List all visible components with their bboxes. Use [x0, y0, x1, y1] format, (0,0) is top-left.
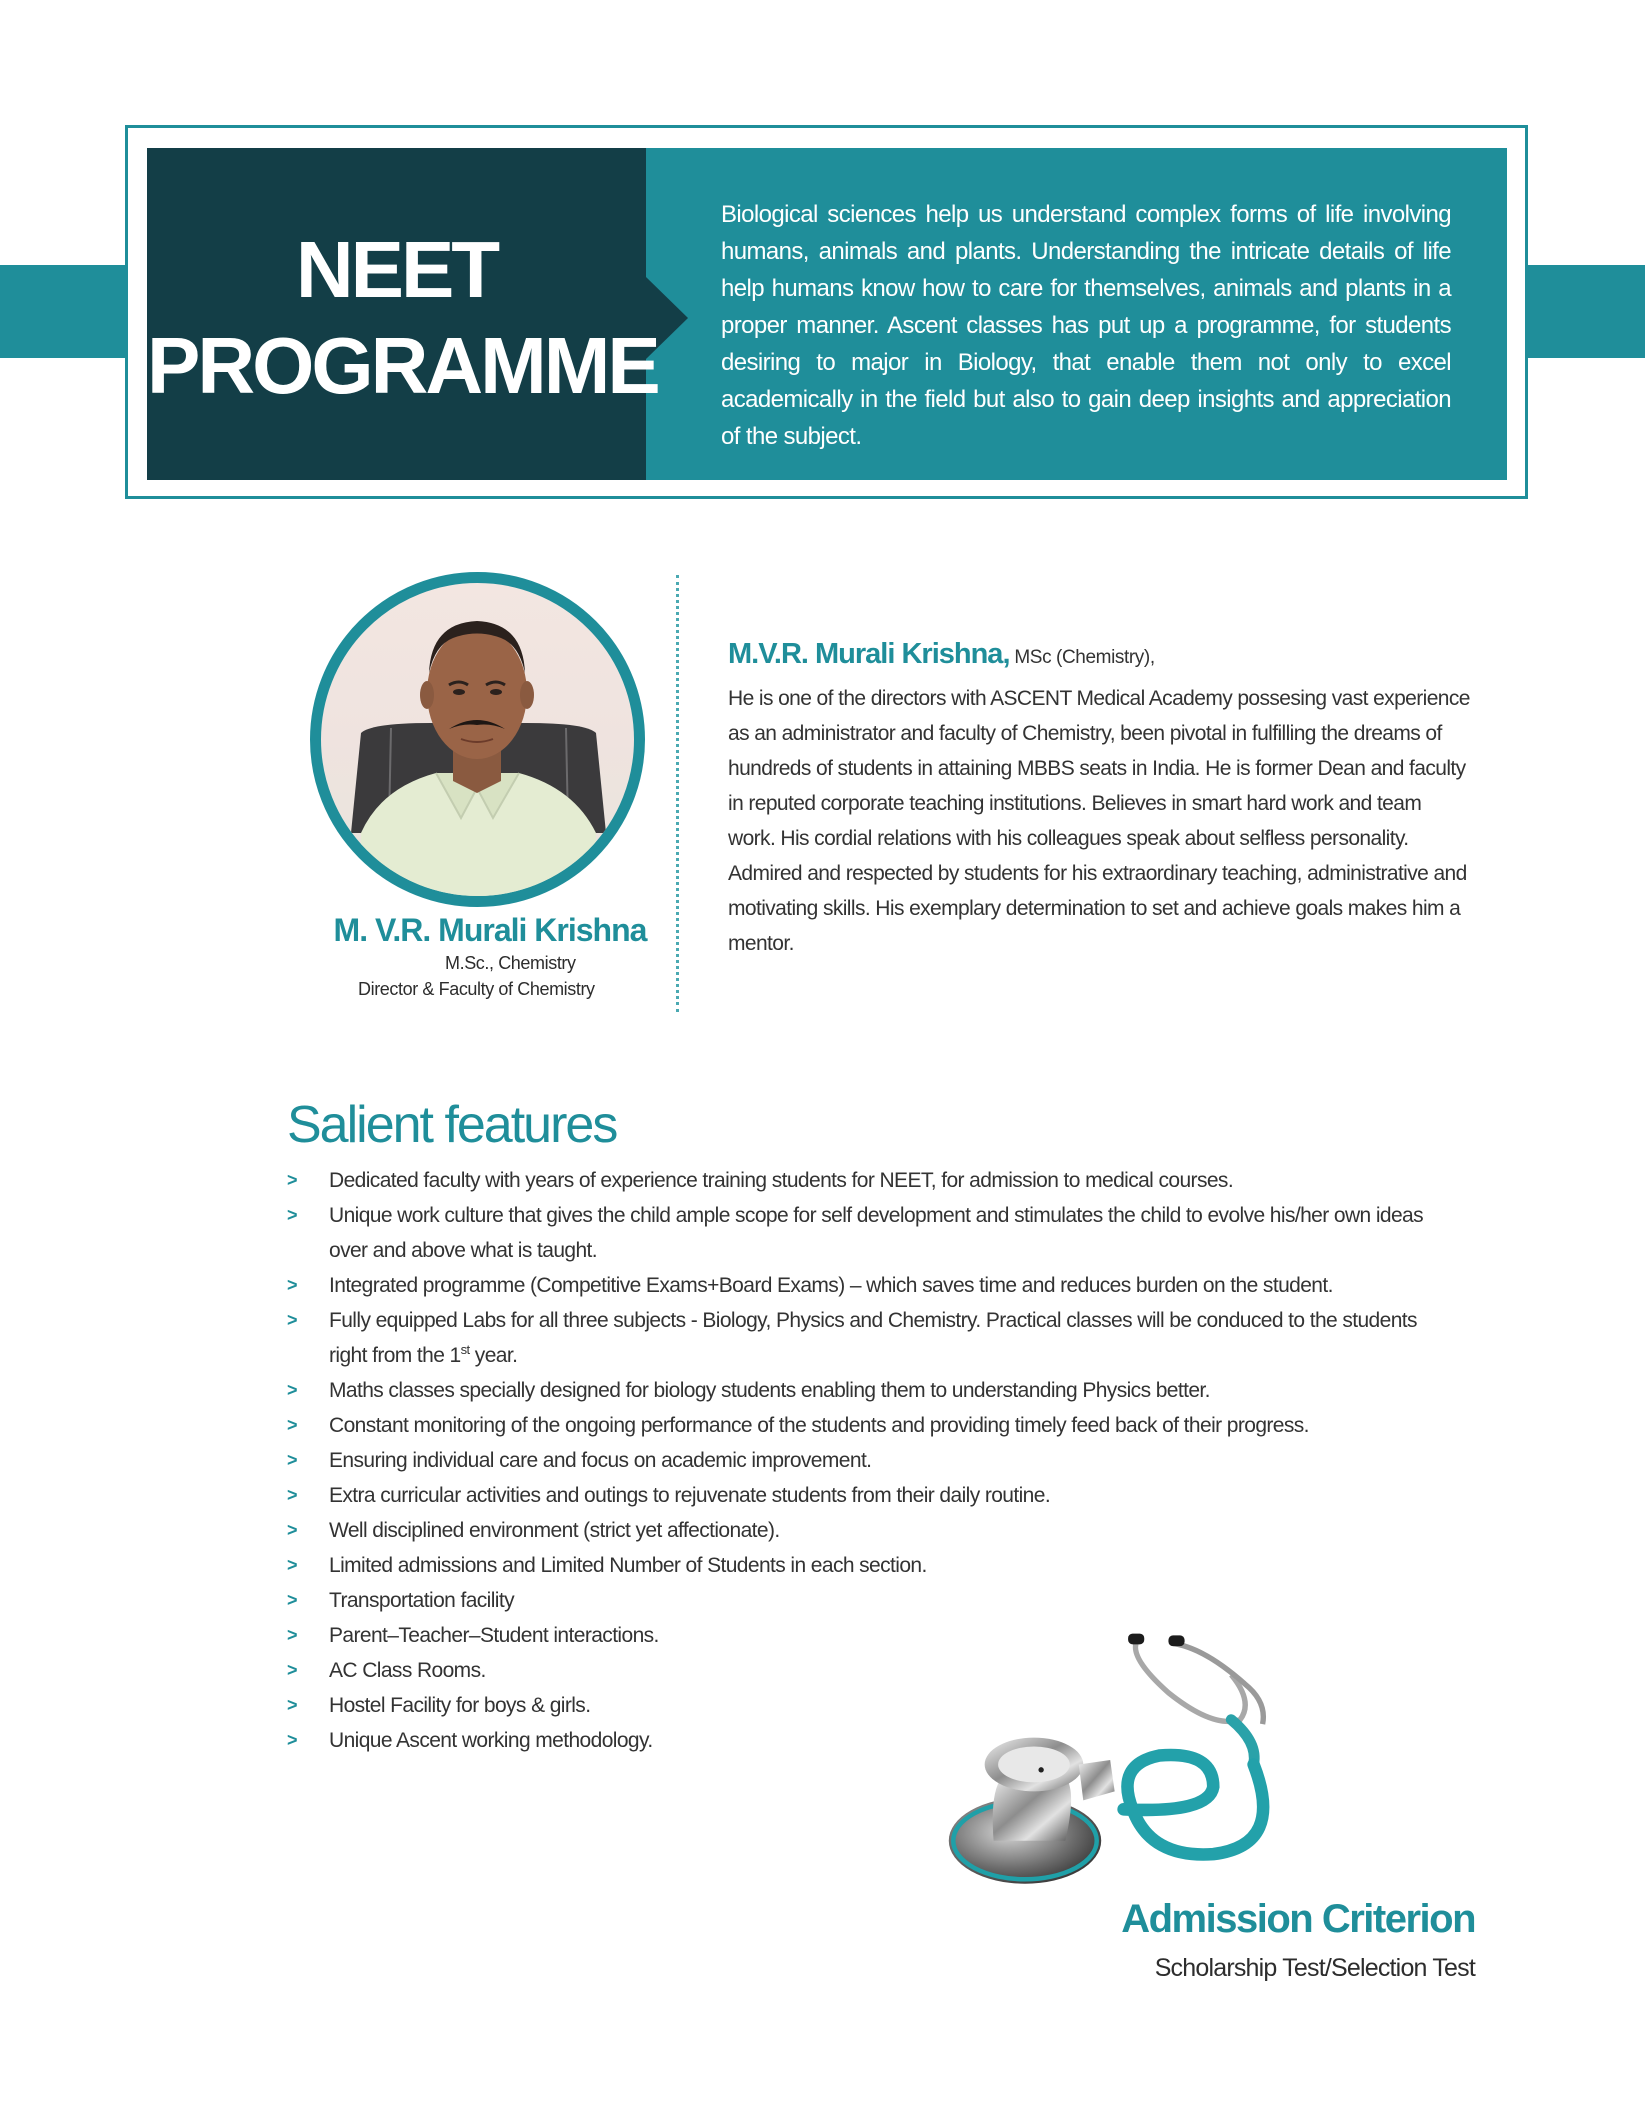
feature-text-tail: year.	[469, 1344, 518, 1367]
faculty-photo	[310, 572, 645, 907]
chevron-right-icon: >	[287, 1380, 297, 1400]
feature-item	[287, 1548, 1447, 1583]
chevron-right-icon: >	[287, 1520, 297, 1540]
feature-item	[287, 1163, 1447, 1198]
chevron-right-icon: >	[287, 1695, 297, 1715]
page-title-line-2: PROGRAMME	[147, 321, 658, 410]
feature-item	[287, 1373, 1447, 1408]
chevron-right-icon: >	[287, 1170, 297, 1190]
chevron-right-icon: >	[287, 1275, 297, 1295]
feature-text: Dedicated faculty with years of experience training students for NEET, for admission to medical courses.	[329, 1169, 1234, 1192]
feature-text: Maths classes specially designed for biology students enabling them to understanding Physics better.	[329, 1379, 1210, 1402]
chevron-right-icon: >	[287, 1590, 297, 1610]
programme-description: Biological sciences help us understand complex forms of life involving humans, animals and plants. Understanding the intricate details of life help humans know how to care for themselves, animals and plants in a proper manner. Ascent classes has put up a programme, for students desiring to major in Biology, that enable them not only to excel academically in the field but also to gain deep insights and appreciation of the subject.	[721, 201, 1451, 450]
feature-text: Well disciplined environment (strict yet affectionate).	[329, 1519, 780, 1542]
chevron-right-icon: >	[287, 1310, 297, 1330]
feature-text: Fully equipped Labs for all three subjects - Biology, Physics and Chemistry. Practical classes will be conduced to the students right from the 1	[329, 1309, 1417, 1367]
feature-item	[287, 1198, 1447, 1268]
chevron-right-icon: >	[287, 1415, 297, 1435]
feature-item	[287, 1443, 1447, 1478]
feature-text: Transportation facility	[329, 1589, 515, 1612]
faculty-qualification: M.Sc., Chemistry	[445, 953, 576, 973]
page-title-line-1: NEET	[295, 225, 498, 314]
chevron-right-icon: >	[287, 1625, 297, 1645]
chevron-right-icon: >	[287, 1450, 297, 1470]
chevron-right-icon: >	[287, 1555, 297, 1575]
faculty-caption	[300, 910, 680, 1002]
feature-item	[287, 1268, 1447, 1303]
feature-text: AC Class Rooms.	[329, 1659, 486, 1682]
faculty-role: Director & Faculty of Chemistry	[358, 979, 595, 999]
chevron-right-icon: >	[287, 1730, 297, 1750]
feature-text: Constant monitoring of the ongoing performance of the students and providing timely feed back of their progress.	[329, 1414, 1309, 1437]
admission-title: Admission Criterion	[1121, 1897, 1475, 1941]
feature-text: Hostel Facility for boys & girls.	[329, 1694, 591, 1717]
feature-text: Unique work culture that gives the child ample scope for self development and stimulates the child to evolve his/her own ideas over and above what is taught.	[329, 1204, 1424, 1262]
feature-text: Integrated programme (Competitive Exams+Board Exams) – which saves time and reduces burden on the student.	[329, 1274, 1333, 1297]
feature-item	[287, 1478, 1447, 1513]
features-heading: Salient features	[287, 1096, 617, 1154]
bio-degree: MSc (Chemistry),	[1009, 647, 1155, 668]
feature-item	[287, 1513, 1447, 1548]
stethoscope-icon	[920, 1630, 1390, 1890]
feature-text: Parent–Teacher–Student interactions.	[329, 1624, 659, 1647]
admission-subtitle: Scholarship Test/Selection Test	[1154, 1954, 1475, 1982]
feature-text: Limited admissions and Limited Number of Students in each section.	[329, 1554, 927, 1577]
faculty-bio	[728, 632, 1473, 961]
feature-item	[287, 1303, 1447, 1373]
feature-superscript: st	[460, 1342, 470, 1357]
feature-text: Extra curricular activities and outings to rejuvenate students from their daily routine.	[329, 1484, 1051, 1507]
feature-item	[287, 1408, 1447, 1443]
chevron-right-icon: >	[287, 1660, 297, 1680]
feature-item	[287, 1583, 1447, 1618]
chevron-right-icon: >	[287, 1205, 297, 1225]
bio-name: M.V.R. Murali Krishna,	[728, 638, 1010, 670]
faculty-name: M. V.R. Murali Krishna	[333, 912, 647, 948]
chevron-right-icon: >	[287, 1485, 297, 1505]
feature-text: Ensuring individual care and focus on academic improvement.	[329, 1449, 872, 1472]
page-title	[147, 222, 658, 414]
bio-heading	[728, 632, 1473, 681]
portrait-icon	[321, 583, 634, 896]
feature-text: Unique Ascent working methodology.	[329, 1729, 653, 1752]
dotted-divider	[676, 575, 679, 1012]
bio-text: He is one of the directors with ASCENT Medical Academy possesing vast experience as an administrator and faculty of Chemistry, been pivotal in fulfilling the dreams of hundreds of students in attaining MBBS seats in India. He is former Dean and faculty in reputed corporate teaching institutions. Believes in smart hard work and team work. His cordial relations with his colleagues speak about selfless personality. Admired and respected by students for his extraordinary teaching, administrative and motivating skills. His exemplary determination to set and achieve goals makes him a mentor.	[728, 687, 1470, 955]
